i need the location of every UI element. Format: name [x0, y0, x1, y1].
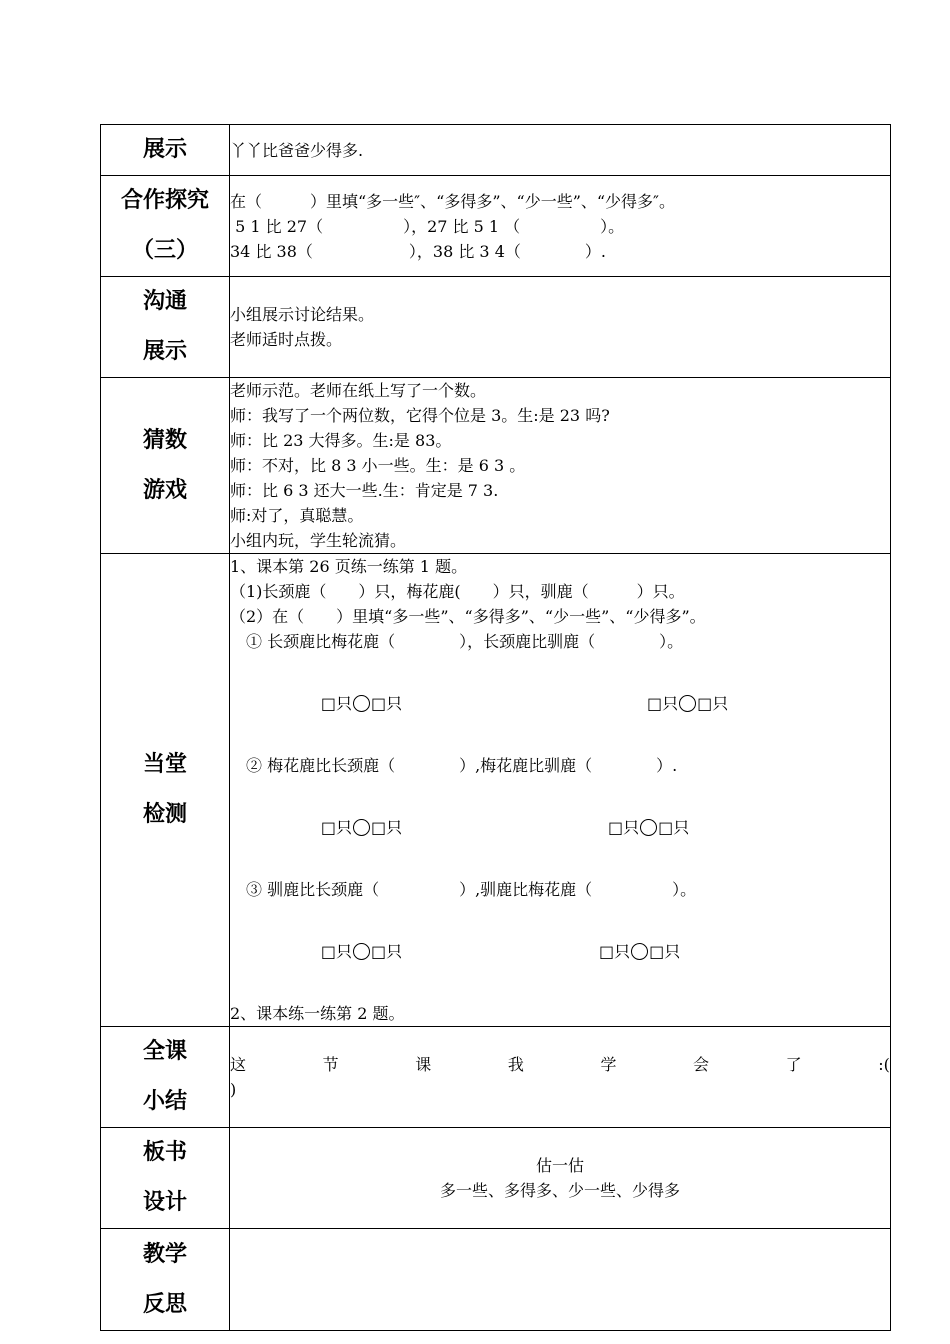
row-content: 1、课本第 26 页练一练第 1 题。 （1)长颈鹿（ ）只，梅花鹿( ）只，驯鹿（ ）只。 （2）在（ ）里填“多一些”、“多得多”、“少一些”、“少得多”。 ① 长颈鹿比梅花鹿（ ），长颈鹿比驯鹿（ ）。 □只 □只 □只 □只 ② 梅花鹿比长颈鹿（ ）,梅花鹿比驯鹿（ ）. □只 □只 □只 □只 ③ 驯鹿比长颈鹿（ ）,驯鹿比梅花鹿（ ）。 □只 □只 □只 □只 2、课本练一练第 2 题。 [230, 554, 891, 1027]
row-content: 老师示范。老师在纸上写了一个数。 师：我写了一个两位数，它得个位是 3。生:是 23 吗? 师：比 23 大得多。生:是 83。 师：不对，比 8 3 小一些。生：是 6 3 。 师：比 6 3 还大一些.生：肯定是 7 3. 师:对了，真聪慧。 小组内玩，学生轮流猜。 [230, 378, 891, 554]
row-label: 沟通 展示 [101, 277, 230, 378]
row-in-class-test [101, 554, 891, 1027]
row-label: 合作探究 （三） [101, 176, 230, 277]
row-display [101, 125, 891, 176]
circle-icon [640, 819, 657, 836]
row-label: 展示 [101, 125, 230, 176]
row-cooperative-inquiry [101, 176, 891, 277]
circle-icon [631, 943, 648, 960]
comparison-left: □只 □只 [320, 694, 403, 713]
comparison-row [230, 790, 890, 865]
row-lesson-summary [101, 1027, 891, 1128]
lesson-plan-table [100, 124, 891, 1331]
comparison-right: □只 □只 [646, 694, 729, 713]
row-board-design [101, 1128, 891, 1229]
row-teaching-reflection [101, 1229, 891, 1331]
circle-icon [353, 695, 370, 712]
comparison-left: □只 □只 [320, 942, 403, 961]
row-label: 当堂 检测 [101, 554, 230, 1027]
row-label: 猜数 游戏 [101, 378, 230, 554]
row-communicate-display [101, 277, 891, 378]
row-content: 小组展示讨论结果。 老师适时点拨。 [230, 277, 891, 378]
row-label: 教学 反思 [101, 1229, 230, 1331]
row-content: 丫丫比爸爸少得多. [230, 125, 891, 176]
circle-icon [679, 695, 696, 712]
comparison-row [230, 914, 890, 989]
summary-sentence: 这 节 课 我 学 会 了 :( [230, 1055, 890, 1074]
comparison-row [230, 666, 890, 741]
comparison-right: □只 □只 [598, 942, 681, 961]
row-content: 估一估 多一些、多得多、少一些、少得多 [230, 1128, 891, 1229]
circle-icon [353, 943, 370, 960]
row-content: 在（ ）里填“多一些″、“多得多”、“少一些”、“少得多″。 5 1 比 27（ ），27 比 5 1 （ ）。 34 比 38（ ），38 比 3 4（ ）. [230, 176, 891, 277]
row-content: 这 节 课 我 学 会 了 :( ) [230, 1027, 891, 1128]
comparison-right: □只 □只 [607, 818, 690, 837]
row-guess-number-game [101, 378, 891, 554]
row-label: 板书 设计 [101, 1128, 230, 1229]
circle-icon [353, 819, 370, 836]
comparison-left: □只 □只 [320, 818, 403, 837]
row-label: 全课 小结 [101, 1027, 230, 1128]
row-content [230, 1229, 891, 1331]
